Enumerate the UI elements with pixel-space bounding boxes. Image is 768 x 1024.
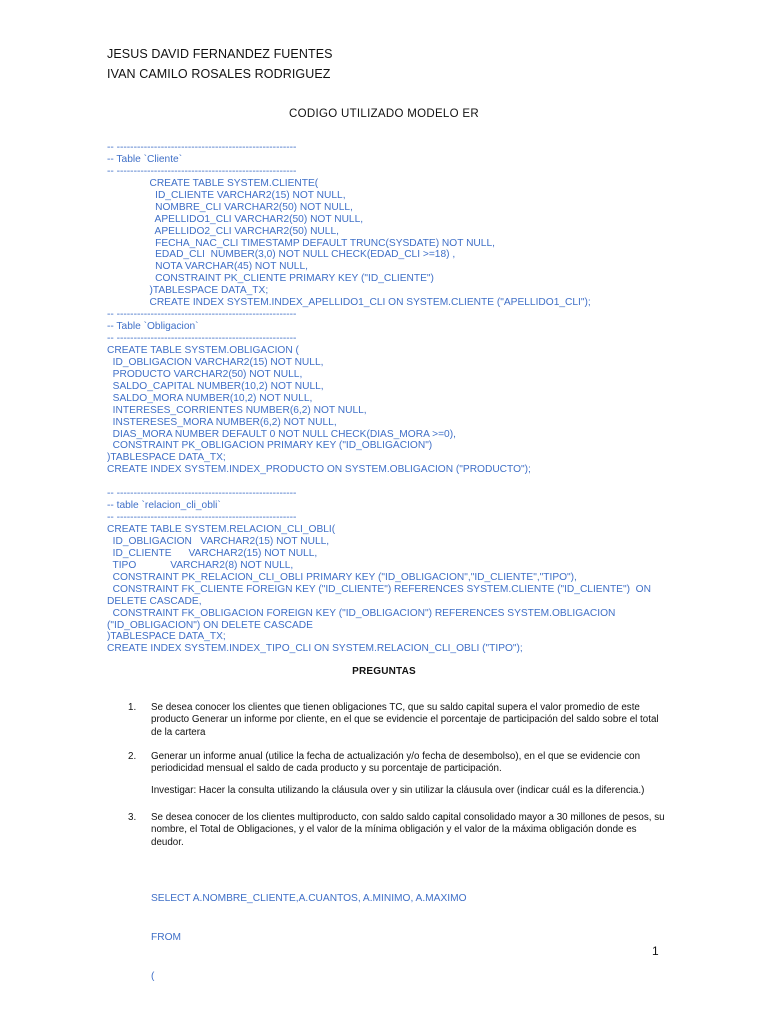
code-line: TIPO VARCHAR2(8) NOT NULL, <box>107 559 294 571</box>
code-line: ID_OBLIGACION VARCHAR2(15) NOT NULL, <box>107 535 330 547</box>
code-line: SALDO_CAPITAL NUMBER(10,2) NOT NULL, <box>107 380 324 392</box>
questions-list <box>128 702 668 775</box>
code-line: APELLIDO1_CLI VARCHAR2(50) NOT NULL, <box>107 213 364 225</box>
code-line: DELETE CASCADE, <box>107 595 202 607</box>
code-line: CREATE TABLE SYSTEM.RELACION_CLI_OBLI( <box>107 524 336 535</box>
code-line: PRODUCTO VARCHAR2(50) NOT NULL, <box>107 368 303 380</box>
code-line: CREATE INDEX SYSTEM.INDEX_APELLIDO1_CLI ON SYSTEM.CLIENTE ("APELLIDO1_CLI"); <box>107 297 591 309</box>
question-text: Se desea conocer los clientes que tienen obligaciones TC, que su saldo capital supera el valor promedio de este producto Generar un informe por cliente, en el que se evidencie el porcentaje de participación del saldo sobre el total de la cartera <box>151 702 659 738</box>
code-line: -- ----------------------------------------------------- <box>107 333 297 344</box>
question-number: 3. <box>128 812 137 823</box>
code-line: -- Table `Obligacion` <box>107 321 199 333</box>
code-line: DIAS_MORA NUMBER DEFAULT 0 NOT NULL CHECK(DIAS_MORA >=0), <box>107 428 456 440</box>
code-line: CONSTRAINT FK_CLIENTE FOREIGN KEY ("ID_CLIENTE") REFERENCES SYSTEM.CLIENTE ("ID_CLIENTE") ON <box>107 583 651 595</box>
code-line: )TABLESPACE DATA_TX; <box>107 452 226 464</box>
sql-code-block <box>107 142 651 655</box>
question-number: 2. <box>128 750 137 762</box>
question-item <box>128 702 668 739</box>
code-line: CONSTRAINT PK_CLIENTE PRIMARY KEY ("ID_CLIENTE") <box>107 273 434 285</box>
code-line: ID_CLIENTE VARCHAR2(15) NOT NULL, <box>107 189 346 201</box>
code-line: INTERESES_CORRIENTES NUMBER(6,2) NOT NULL, <box>107 404 367 416</box>
question-text: Se desea conocer de los clientes multiproducto, con saldo saldo capital consolidado mayor a 30 millones de pesos, su nombre, el Total de Obligaciones, y el valor de la mínima obligación y el valor de la máxima obligación donde es deudor. <box>151 812 665 848</box>
document-title: CODIGO UTILIZADO MODELO ER <box>289 108 479 120</box>
code-line: -- ----------------------------------------------------- <box>107 309 297 321</box>
sql-line: SELECT A.NOMBRE_CLIENTE,A.CUANTOS, A.MINIMO, A.MAXIMO <box>151 893 467 904</box>
code-line: NOMBRE_CLI VARCHAR2(50) NOT NULL, <box>107 201 353 213</box>
code-line: CONSTRAINT PK_OBLIGACION PRIMARY KEY ("ID_OBLIGACION") <box>107 440 433 452</box>
code-line: -- ----------------------------------------------------- <box>107 512 297 524</box>
code-line: CREATE INDEX SYSTEM.INDEX_PRODUCTO ON SYSTEM.OBLIGACION ("PRODUCTO"); <box>107 464 531 476</box>
code-line: -- ----------------------------------------------------- <box>107 488 297 500</box>
investigar-note: Investigar: Hacer la consulta utilizando la cláusula over y sin utilizar la cláusula over (indicar cuál es la diferencia.) <box>151 785 645 796</box>
code-line: -- ----------------------------------------------------- <box>107 142 297 153</box>
code-line: -- Table `Cliente` <box>107 153 183 165</box>
code-line: ID_OBLIGACION VARCHAR2(15) NOT NULL, <box>107 356 324 368</box>
code-line: ID_CLIENTE VARCHAR2(15) NOT NULL, <box>107 547 318 559</box>
code-line: SALDO_MORA NUMBER(10,2) NOT NULL, <box>107 392 313 404</box>
code-line: )TABLESPACE DATA_TX; <box>107 631 226 643</box>
questions-list-continued <box>128 812 668 861</box>
code-line <box>107 476 651 488</box>
code-line: CONSTRAINT PK_RELACION_CLI_OBLI PRIMARY KEY ("ID_OBLIGACION","ID_CLIENTE","TIPO"), <box>107 571 577 583</box>
code-line: NOTA VARCHAR(45) NOT NULL, <box>107 261 308 273</box>
code-line: )TABLESPACE DATA_TX; <box>107 285 269 297</box>
code-line: FECHA_NAC_CLI TIMESTAMP DEFAULT TRUNC(SYSDATE) NOT NULL, <box>107 237 495 249</box>
sql-query-snippet <box>151 866 467 1009</box>
authors-block <box>107 44 333 84</box>
author-name: JESUS DAVID FERNANDEZ FUENTES <box>107 47 333 61</box>
author-name: IVAN CAMILO ROSALES RODRIGUEZ <box>107 67 331 81</box>
code-line: INSTERESES_MORA NUMBER(6,2) NOT NULL, <box>107 416 337 428</box>
question-item <box>128 751 668 776</box>
question-number: 1. <box>128 702 137 713</box>
code-line: CONSTRAINT FK_OBLIGACION FOREIGN KEY ("ID_OBLIGACION") REFERENCES SYSTEM.OBLIGACION <box>107 607 616 619</box>
code-line: CREATE TABLE SYSTEM.OBLIGACION ( <box>107 344 299 356</box>
sql-line: FROM <box>151 932 181 943</box>
page-number: 1 <box>652 944 659 958</box>
sql-line: ( <box>151 971 155 982</box>
preguntas-heading: PREGUNTAS <box>352 666 416 677</box>
code-line: -- table `relacion_cli_obli` <box>107 500 221 512</box>
code-line: APELLIDO2_CLI VARCHAR2(50) NULL, <box>107 225 339 237</box>
question-text: Generar un informe anual (utilice la fecha de actualización y/o fecha de desembolso), en el que se evidencie con periodicidad mensual el saldo de cada producto y su porcentaje de participación. <box>151 750 641 775</box>
code-line: CREATE TABLE SYSTEM.CLIENTE( <box>107 177 319 189</box>
code-line: ("ID_OBLIGACION") ON DELETE CASCADE <box>107 619 313 631</box>
code-line: EDAD_CLI NUMBER(3,0) NOT NULL CHECK(EDAD_CLI >=18) , <box>107 249 456 261</box>
question-item <box>128 812 668 849</box>
code-line: -- ----------------------------------------------------- <box>107 165 297 177</box>
code-line: CREATE INDEX SYSTEM.INDEX_TIPO_CLI ON SYSTEM.RELACION_CLI_OBLI ("TIPO"); <box>107 643 523 655</box>
